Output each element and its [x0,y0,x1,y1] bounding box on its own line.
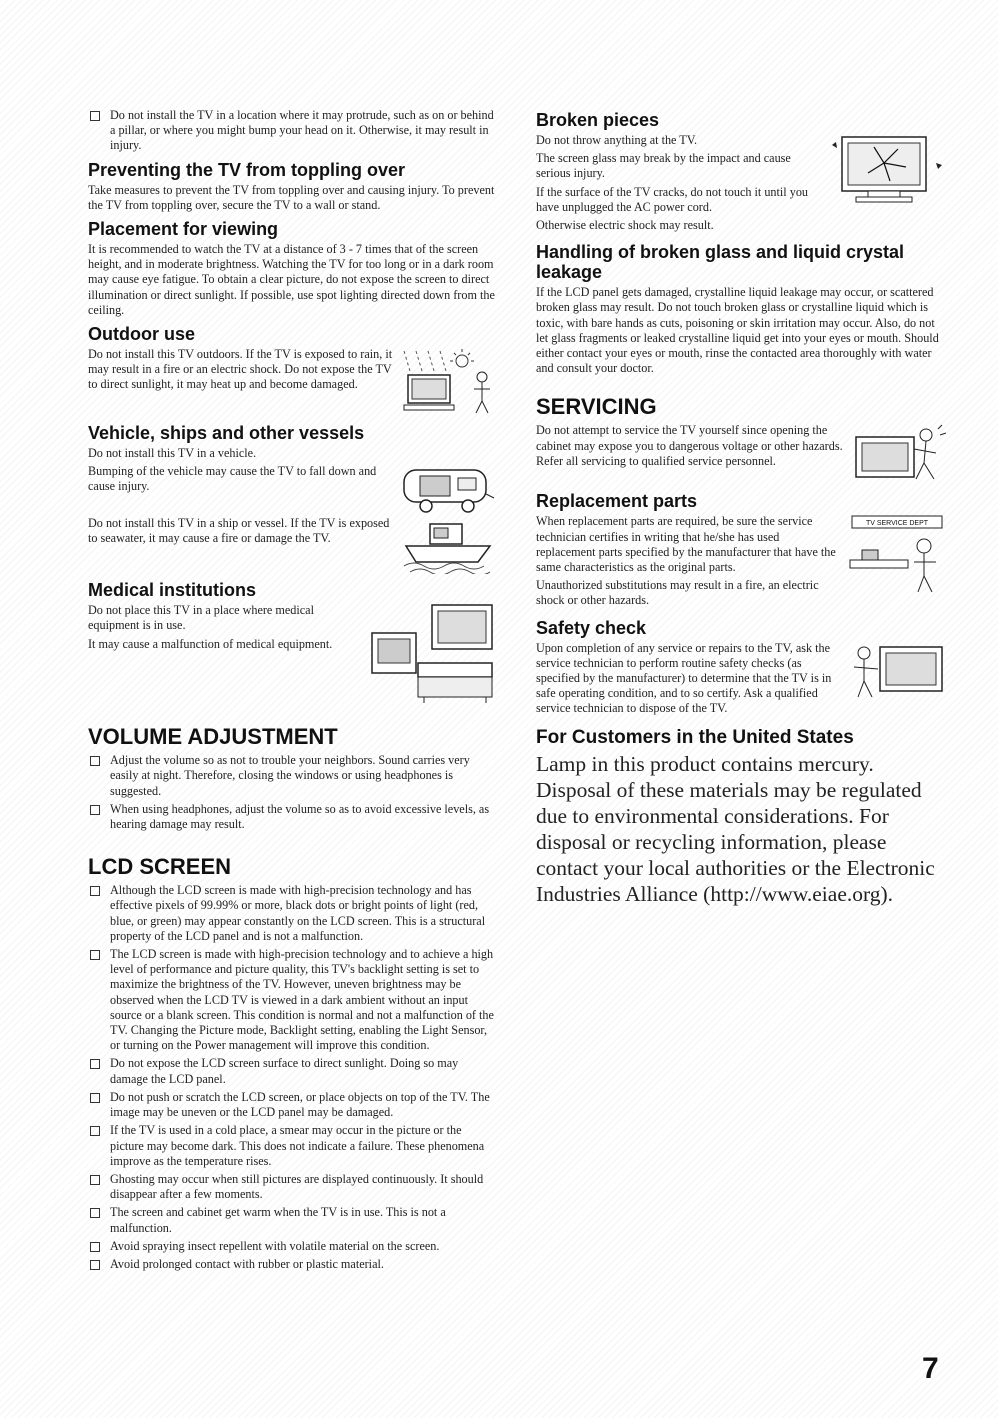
checkbox-bullet-icon [90,111,100,121]
servicing-text: Do not attempt to service the TV yourself since opening the cabinet may expose you to dangerous voltage or other hazards. Refer all servicing to qualified service personnel. [536,423,843,468]
bullet-text: Although the LCD screen is made with high-precision technology and has effective pixels of 99.99% or more, black dots or bright points of light (red, blue, or green) may appear constantly on the LCD screen. This is a structural property of the LCD panel and is not a malfunction. [110,883,486,943]
bullet-text: Do not expose the LCD screen surface to direct sunlight. Doing so may damage the LCD panel. [110,1056,459,1086]
broken-text-2: The screen glass may break by the impact and cause serious injury. [536,151,791,181]
servicing-heading: SERVICING [536,394,657,420]
broken-heading: Broken pieces [536,110,660,130]
checkbox-bullet-icon [90,886,100,896]
vehicle-trailer-illustration-icon [400,464,496,516]
vehicle-text-1: Do not install this TV in a vehicle. [88,446,257,461]
handling-heading: Handling of broken glass and liquid crystal leakage [536,242,905,283]
checkbox-bullet-icon [90,1093,100,1103]
page-number: 7 [922,1352,939,1385]
lcd-heading: LCD SCREEN [88,854,232,880]
service-dept-sign: TV SERVICE DEPT [865,520,929,528]
medical-heading: Medical institutions [88,580,257,601]
medical-text-2: It may cause a malfunction of medical equipment. [88,636,333,651]
broken-text-4: Otherwise electric shock may result. [536,218,714,233]
servicing-technician-illustration-icon [850,423,946,485]
right-column [536,108,946,907]
bullet-text: The LCD screen is made with high-precision technology and to achieve a high level of performance and picture quality, this TV's backlight setting is set to maximize the brightness of the TV. However, uneven brightness may be observed when the LCD TV is viewed in a dark ambient without an input source or a blank screen. This condition is normal and not a malfunction of the TV. Changing the Picture mode, Backlight setting, enabling the Light Sensor, or turning on the Power management will improve this condition. [110,947,494,1053]
outdoor-rain-illustration-icon [400,347,496,417]
bullet-item [88,1172,496,1202]
toppling-heading: Preventing the TV from toppling over [88,159,406,180]
safety-text: Upon completion of any service or repairs to the TV, ask the service technician to perform routine safety checks (as specified by the manufacturer) to determine that the TV is in safe operating condition, and to so certify. Ask a qualified service technician to dispose of the TV. [536,640,832,716]
checkbox-bullet-icon [90,1260,100,1270]
checkbox-bullet-icon [90,950,100,960]
bullet-item [88,1239,496,1254]
bullet-text: Avoid spraying insect repellent with volatile material on the screen. [110,1238,440,1253]
vehicle-heading: Vehicle, ships and other vessels [88,423,365,444]
bullet-item [88,108,496,154]
bullet-item [88,883,496,944]
medical-equipment-illustration-icon [366,603,496,703]
vehicle-text-3: Do not install this TV in a ship or vessel. If the TV is exposed to seawater, it may cause a fire or damage the TV. [88,516,390,546]
checkbox-bullet-icon [90,805,100,815]
outdoor-text: Do not install this TV outdoors. If the TV is exposed to rain, it may result in a fire or an electric shock. Do not expose the TV to direct sunlight, it may heat up and become damaged. [88,347,393,392]
bullet-text: Do not push or scratch the LCD screen, or place objects on top of the TV. The image may be uneven or the LCD panel may be damaged. [110,1089,490,1120]
bullet-text: Ghosting may occur when still pictures are displayed continuously. It should disappear after a few moments. [110,1171,484,1202]
bullet-text: If the TV is used in a cold place, a smear may occur in the picture or the picture may become dark. This does not indicate a failure. These phenomena improve as the temperature rises. [110,1123,485,1168]
replacement-heading: Replacement parts [536,491,698,512]
volume-heading: VOLUME ADJUSTMENT [88,724,338,750]
broken-tv-illustration-icon [828,133,946,207]
customers-heading: For Customers in the United States [536,726,854,748]
checkbox-bullet-icon [90,756,100,766]
checkbox-bullet-icon [90,1126,100,1136]
handling-text: If the LCD panel gets damaged, crystalline liquid leakage may occur, or scattered broken glass may result. Do not touch broken glass or crystalline liquid which is toxic, with bare hands as cuts, poisoning or skin irritation may occur. Also, do not let glass fragments or leaked crystalline liquid get into your eyes or mouth. Should either contact your eyes or mouth, rinse the contacted area thoroughly with water and consult your doctor. [536,285,939,376]
placement-text: It is recommended to watch the TV at a distance of 3 - 7 times that of the screen height, and in moderate brightness. Watching the TV for too long or in a dark room may cause eye fatigue. To obtain a clear picture, do not expose the screen to direct illumination or direct sunlight. If possible, use spot lighting directed down from the ceiling. [88,242,495,317]
service-dept-illustration-icon [846,514,946,594]
checkbox-bullet-icon [90,1175,100,1185]
placement-heading: Placement for viewing [88,219,279,240]
bullet-text: Adjust the volume so as not to trouble your neighbors. Sound carries very easily at night. Therefore, closing the windows or using headphones is suggested. [110,753,470,798]
ship-illustration-icon [400,516,496,574]
bullet-item [88,753,496,799]
bullet-item [88,1257,496,1272]
bullet-text: The screen and cabinet get warm when the TV is in use. This is not a malfunction. [110,1205,446,1235]
medical-text-1: Do not place this TV in a place where medical equipment is in use. [88,603,314,633]
bullet-text: Avoid prolonged contact with rubber or plastic material. [110,1256,384,1271]
checkbox-bullet-icon [90,1208,100,1218]
vehicle-text-2: Bumping of the vehicle may cause the TV to fall down and cause injury. [88,464,377,494]
bullet-item [88,1123,496,1169]
bullet-text: Do not install the TV in a location where it may protrude, such as on or behind a pillar, or where you might bump your head on it. Otherwise, it may result in injury. [110,108,494,153]
toppling-text: Take measures to prevent the TV from toppling over and causing injury. To prevent the TV from toppling over, secure the TV to a wall or stand. [88,182,495,212]
replacement-text-1: When replacement parts are required, be sure the service technician certifies in writing that he/she has used replacement parts specified by the manufacturer that have the same characteristics as the original parts. [536,514,836,575]
bullet-item [88,1090,496,1120]
bullet-text: When using headphones, adjust the volume so as to avoid excessive levels, as hearing damage may result. [110,801,490,832]
bullet-item [88,1205,496,1235]
customers-text: Lamp in this product contains mercury. Disposal of these materials may be regulated due to environmental considerations. For disposal or recycling information, please contact your local authorities or the Electronic Industries Alliance (http://www.eiae.org). [536,751,935,906]
outdoor-heading: Outdoor use [88,324,195,345]
checkbox-bullet-icon [90,1059,100,1069]
bullet-item [88,1056,496,1086]
bullet-item [88,947,496,1053]
safety-check-illustration-icon [850,641,946,701]
left-column [88,108,496,1275]
safety-heading: Safety check [536,617,647,638]
checkbox-bullet-icon [90,1242,100,1252]
bullet-item [88,802,496,832]
broken-text-3: If the surface of the TV cracks, do not touch it until you have unplugged the AC power cord. [536,184,809,214]
replacement-text-2: Unauthorized substitutions may result in a fire, an electric shock or other hazards. [536,578,819,608]
broken-text-1: Do not throw anything at the TV. [536,133,698,147]
